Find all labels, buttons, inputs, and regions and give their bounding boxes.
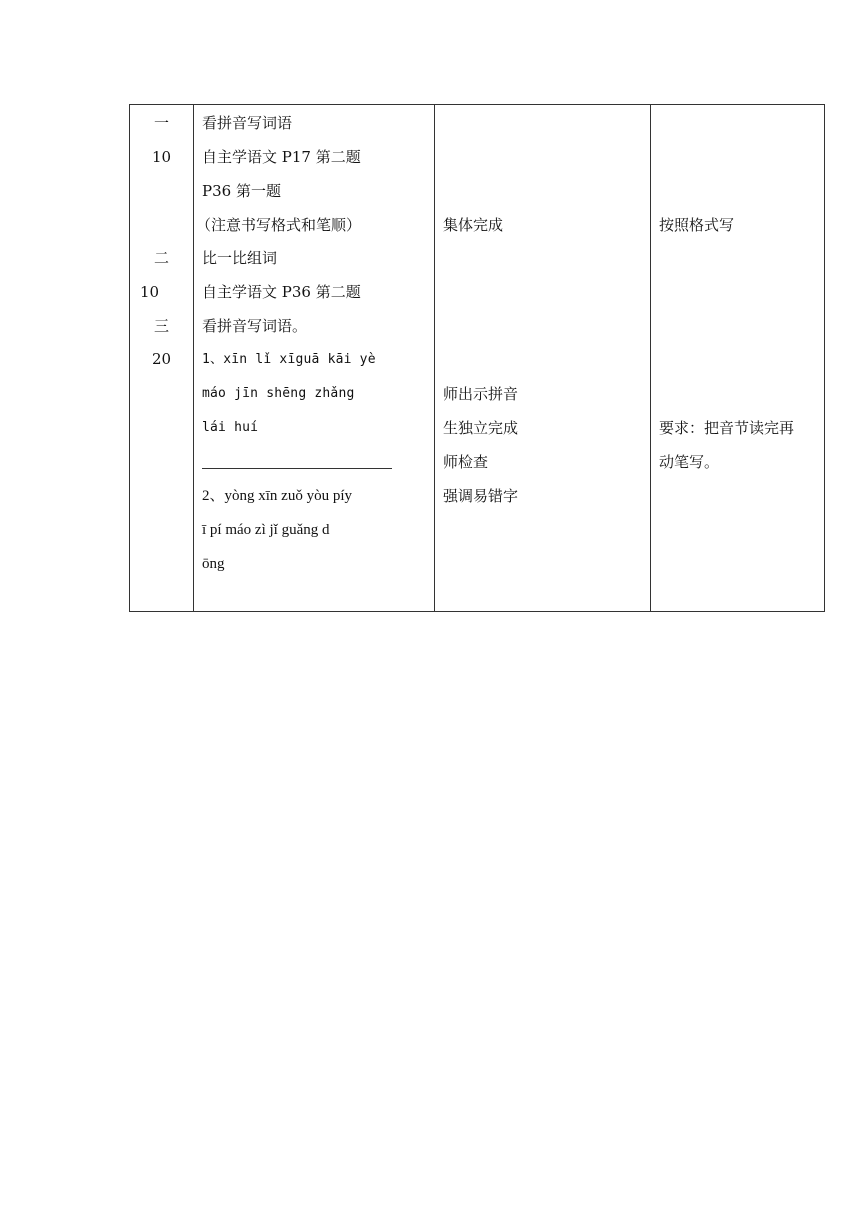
answer-underline bbox=[202, 468, 392, 469]
content-line: 比一比组词 bbox=[202, 249, 278, 267]
requirement-line: 要求：把音节读完再 bbox=[659, 419, 795, 437]
method-line: 生独立完成 bbox=[443, 419, 519, 437]
section-minutes-3: 20 bbox=[151, 350, 172, 368]
time-column-cell bbox=[130, 105, 194, 612]
lesson-plan-table bbox=[129, 104, 825, 612]
method-line: 强调易错字 bbox=[443, 487, 519, 505]
section-minutes-2: 10 bbox=[140, 283, 160, 301]
section-minutes-1: 10 bbox=[151, 148, 172, 166]
content-line: 自主学语文 P17 第二题 bbox=[202, 148, 361, 166]
content-column-cell bbox=[194, 105, 435, 612]
pinyin-line: 2、yòng xīn zuǒ yòu píy bbox=[202, 488, 352, 504]
requirement-line: 按照格式写 bbox=[659, 216, 735, 234]
pinyin-line: 1、xīn lǐ xīguā kāi yè bbox=[202, 352, 376, 367]
content-line: 看拼音写词语。 bbox=[202, 317, 308, 335]
method-line: 师出示拼音 bbox=[443, 385, 519, 403]
content-line: P36 第一题 bbox=[202, 182, 281, 200]
section-number-3: 三 bbox=[153, 317, 169, 335]
method-column-cell bbox=[435, 105, 651, 612]
pinyin-line: ōng bbox=[202, 556, 225, 572]
section-number-2: 二 bbox=[153, 249, 169, 267]
table-row bbox=[130, 105, 825, 612]
content-line: 自主学语文 P36 第二题 bbox=[202, 283, 361, 301]
pinyin-line: ī pí máo zì jǐ guǎng d bbox=[202, 522, 330, 538]
method-line: 师检查 bbox=[443, 453, 489, 471]
requirement-column-cell bbox=[651, 105, 825, 612]
pinyin-line: lái huí bbox=[202, 420, 259, 435]
pinyin-line: máo jīn shēng zhǎng bbox=[202, 386, 355, 401]
requirement-line: 动笔写。 bbox=[659, 453, 720, 471]
content-line: 看拼音写词语 bbox=[202, 114, 293, 132]
section-number-1: 一 bbox=[153, 114, 169, 132]
content-line: （注意书写格式和笔顺） bbox=[196, 216, 362, 234]
method-line: 集体完成 bbox=[443, 216, 504, 234]
